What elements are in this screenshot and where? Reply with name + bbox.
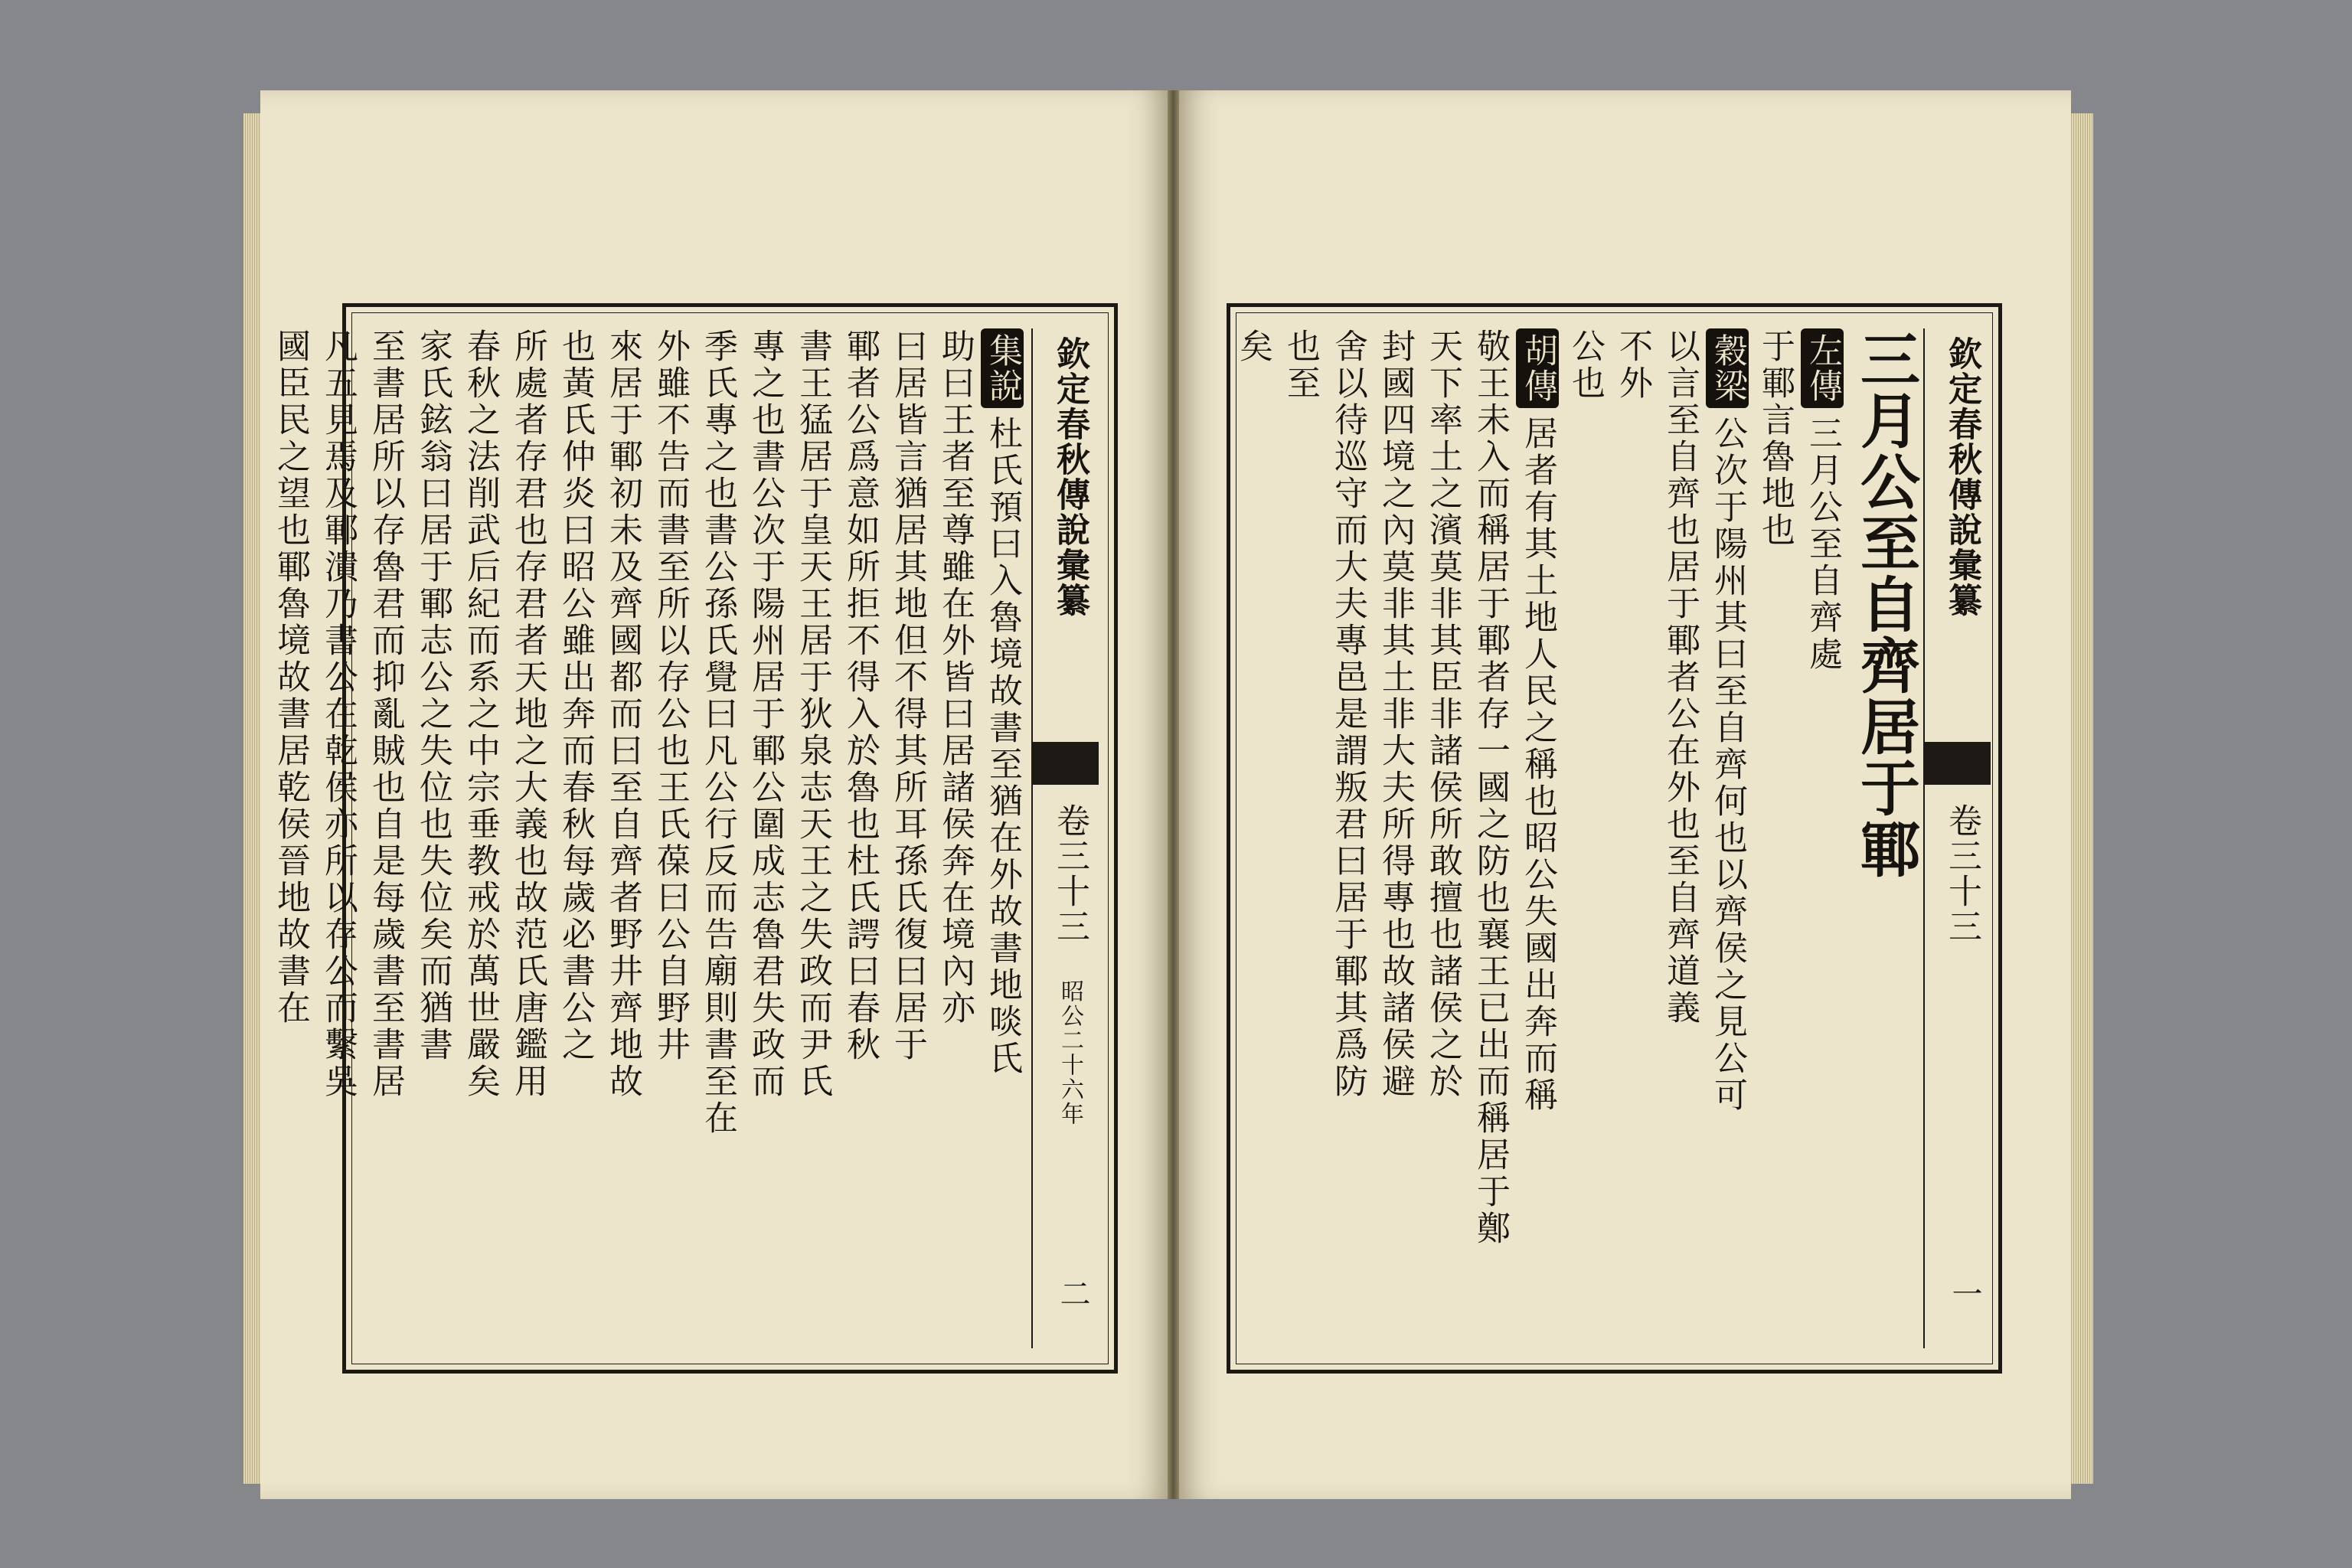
column-text: 所處者存君也存君者天地之大義也故范氏唐鑑用 — [508, 328, 547, 1100]
text-column — [1279, 328, 1321, 1348]
folio-number: 二 — [1055, 1278, 1090, 1308]
column-text: 春秋之法削武后紀而系之中宗垂教戒於萬世嚴矣 — [461, 328, 500, 1100]
text-column — [1753, 328, 1796, 1348]
text-column — [1516, 328, 1559, 1348]
text-column — [459, 328, 501, 1348]
commentary-label: 左傳 — [1801, 328, 1844, 408]
right-page — [1179, 90, 2071, 1499]
column-text: 三月公至自齊處 — [1803, 416, 1842, 673]
column-text: 凡五見焉及鄆潰乃書公在乾侯亦所以存公而繫吳 — [318, 328, 358, 1100]
commentary-label: 穀梁 — [1706, 328, 1749, 408]
fishtail-mark — [1925, 742, 1991, 785]
right-fore-edge — [1923, 328, 1991, 1348]
text-column — [1706, 328, 1749, 1348]
text-column — [1611, 328, 1654, 1348]
volume-label: 卷三十三 — [1050, 803, 1089, 944]
text-column — [838, 328, 881, 1348]
column-text: 季氏專之也書公孫氏覺曰凡公行反而告廟則書至在 — [698, 328, 737, 1137]
text-column — [1658, 328, 1701, 1348]
column-text: 公次于陽州其曰至自齊何也以齊侯之見公可 — [1708, 416, 1747, 1114]
text-column — [316, 328, 359, 1348]
right-text-columns — [1233, 328, 1922, 1348]
left-page — [260, 90, 1168, 1499]
column-text: 杜氏預曰入魯境故書至猶在外故書地啖氏 — [983, 416, 1022, 1077]
column-text: 來居于鄆初未及齊國都而曰至自齊者野井齊地故 — [603, 328, 642, 1100]
text-column — [743, 328, 786, 1348]
column-text: 助曰王者至尊雖在外皆曰居諸侯奔在境內亦 — [936, 328, 975, 1027]
left-fore-edge — [1031, 328, 1099, 1348]
commentary-label: 胡傳 — [1516, 328, 1559, 408]
text-column — [791, 328, 834, 1348]
column-text: 也至 — [1281, 328, 1320, 402]
running-head: 欽定春秋傳說彙纂 — [1942, 336, 1981, 618]
column-text: 敬王未入而稱居于鄆者存一國之防也襄王已出而稱居于鄭 — [1471, 328, 1510, 1247]
text-column — [1326, 328, 1369, 1348]
column-text: 至書居所以存魯君而抑亂賊也自是每歲書至書居 — [366, 328, 405, 1100]
column-text: 國臣民之望也鄆魯境故書居乾侯晉地故書在 — [271, 328, 310, 1027]
right-text-frame — [1227, 303, 2002, 1374]
text-column — [1468, 328, 1511, 1348]
book-gutter — [1168, 90, 1179, 1499]
open-book — [260, 90, 2082, 1499]
text-column — [886, 328, 929, 1348]
text-column — [601, 328, 644, 1348]
column-text: 鄆者公爲意如所拒不得入於魯也杜氏諤曰春秋 — [841, 328, 880, 1063]
column-text: 居者有其土地人民之稱也昭公失國出奔而稱 — [1518, 416, 1557, 1114]
text-column — [933, 328, 976, 1348]
column-text: 于鄆言魯地也 — [1756, 328, 1795, 549]
column-text: 舍以待巡守而大夫專邑是謂叛君曰居于鄆其爲防 — [1328, 328, 1367, 1100]
page-stack-right — [2067, 113, 2093, 1484]
column-text: 家氏鉉翁曰居于鄆志公之失位也失位矣而猶書 — [413, 328, 452, 1063]
folio-number: 一 — [1947, 1278, 1982, 1308]
text-column — [696, 328, 739, 1348]
text-column — [269, 328, 312, 1348]
column-text: 矣 — [1233, 328, 1272, 365]
text-column — [1563, 328, 1606, 1348]
column-text: 封國四境之內莫非其土非大夫所得專也故諸侯避 — [1376, 328, 1415, 1100]
running-head: 欽定春秋傳說彙纂 — [1050, 336, 1089, 618]
text-column — [1374, 328, 1416, 1348]
column-text: 書王猛居于皇天王居于狄泉志天王之失政而尹氏 — [793, 328, 832, 1100]
column-text: 也黃氏仲炎曰昭公雖出奔而春秋每歲必書公之 — [556, 328, 595, 1063]
chapter-title: 三月公至自齊居于鄆 — [1851, 328, 1920, 880]
text-column — [364, 328, 407, 1348]
column-text: 不外 — [1613, 328, 1652, 402]
column-text: 專之也書公次于陽州居于鄆公圍成志魯君失政而 — [746, 328, 785, 1100]
text-column — [1231, 328, 1274, 1348]
text-column — [1421, 328, 1464, 1348]
commentary-label: 集說 — [981, 328, 1024, 408]
column-text: 外雖不告而書至所以存公也王氏葆曰公自野井 — [651, 328, 690, 1063]
fishtail-mark — [1033, 742, 1099, 785]
column-text: 天下率土之濱莫非其臣非諸侯所敢擅也諸侯之於 — [1423, 328, 1462, 1100]
left-text-frame — [271, 303, 1118, 1374]
volume-label: 卷三十三 — [1942, 803, 1981, 944]
text-column — [648, 328, 691, 1348]
column-text: 公也 — [1566, 328, 1605, 402]
section-label: 昭公二十六年 — [1057, 979, 1083, 1126]
text-column — [981, 328, 1024, 1348]
column-text: 曰居皆言猶居其地但不得其所耳孫氏復曰居于 — [888, 328, 927, 1063]
text-column — [554, 328, 596, 1348]
text-column — [411, 328, 454, 1348]
text-column — [1801, 328, 1844, 1348]
column-text: 以言至自齊也居于鄆者公在外也至自齊道義 — [1661, 328, 1700, 1027]
left-text-columns — [271, 328, 1024, 1348]
text-column — [506, 328, 549, 1348]
